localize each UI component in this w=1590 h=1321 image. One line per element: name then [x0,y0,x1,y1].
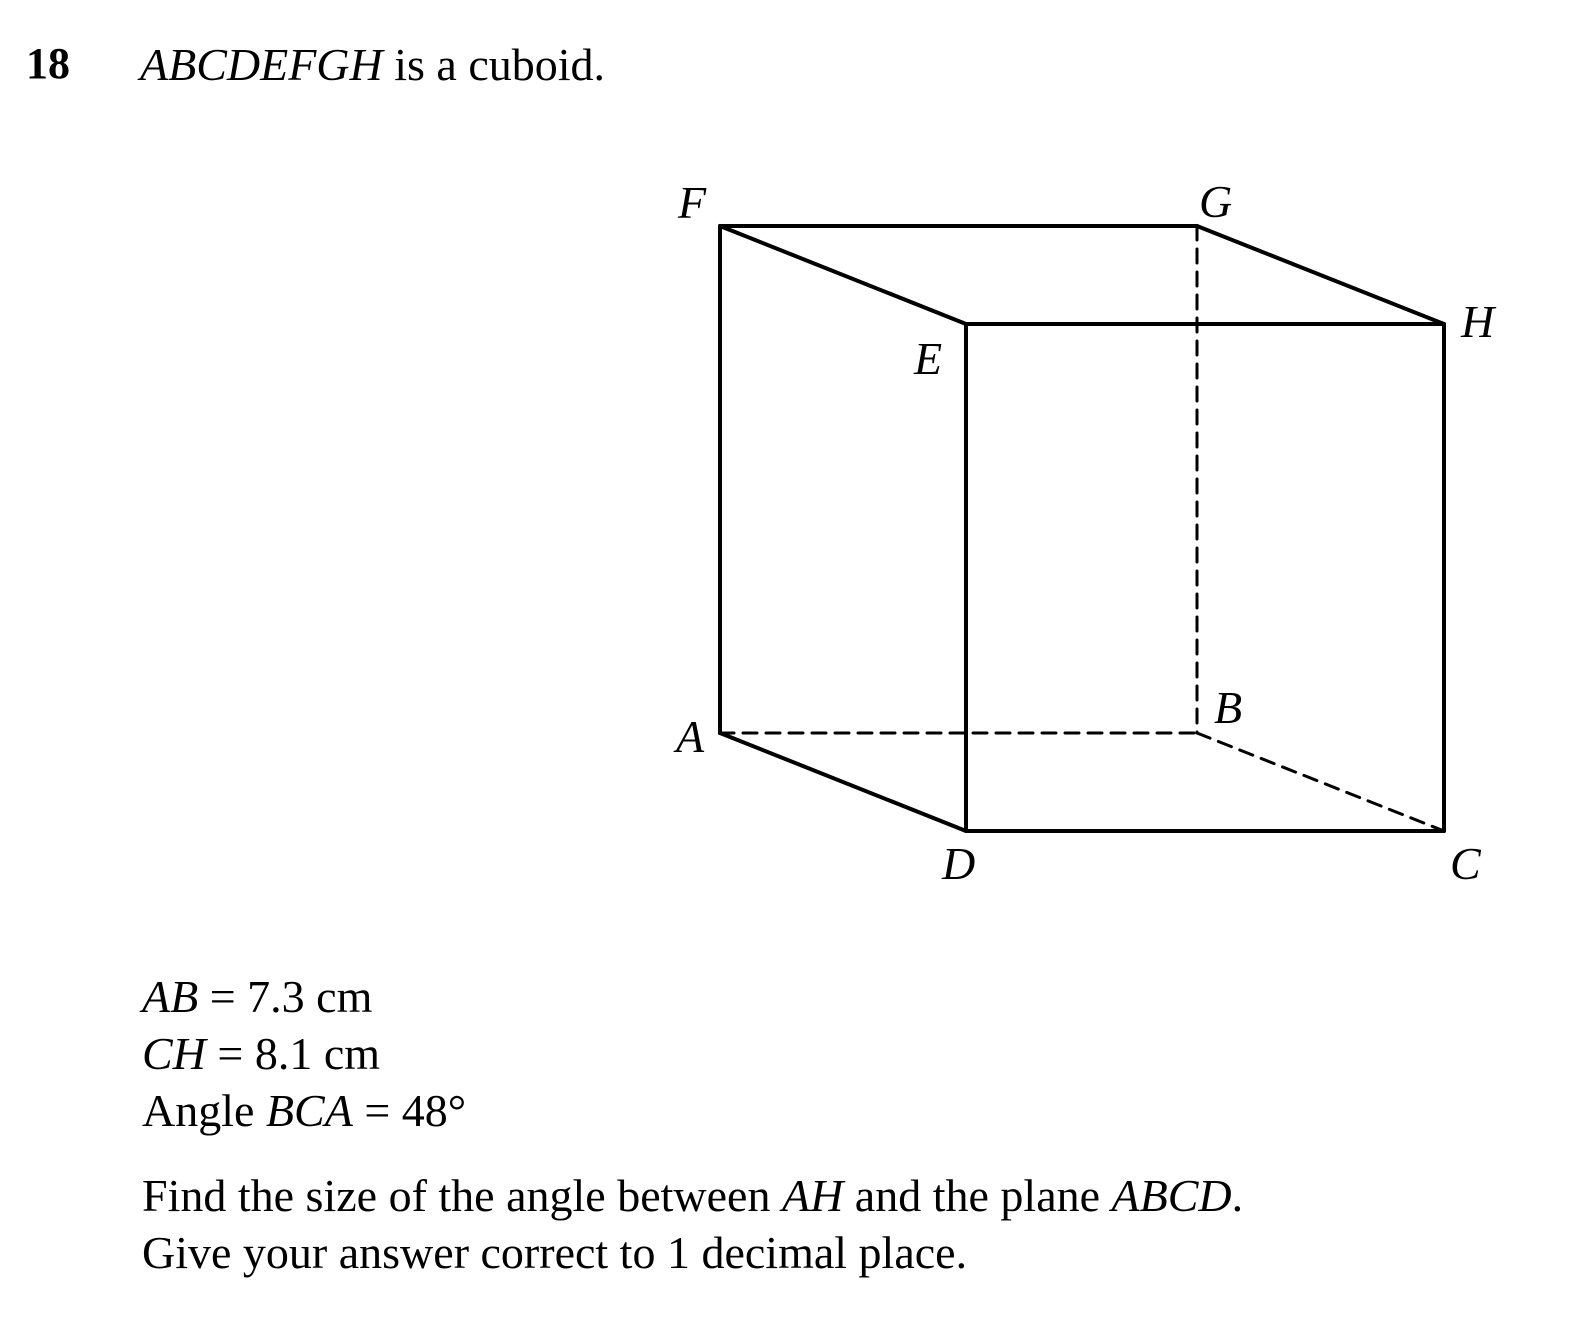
given-angle-value: = 48° [352,1085,467,1136]
vertex-label-h: H [1461,296,1495,347]
edge-ad [720,733,966,831]
question-task [142,1167,1243,1281]
given-angle-name: BCA [265,1085,353,1136]
vertex-label-b: B [1214,682,1243,733]
given-ab [142,968,466,1025]
cuboid-edges [720,226,1444,831]
given-ch-name: CH [142,1028,206,1079]
given-ab-value: = 7.3 cm [198,971,373,1022]
given-ch-value: = 8.1 cm [205,1028,381,1079]
given-ch [142,1025,466,1082]
task-line-1 [142,1167,1243,1224]
vertex-label-a: A [676,711,705,762]
vertex-label-f: F [678,177,707,228]
edge-gh [1197,226,1444,324]
given-ab-name: AB [142,971,199,1022]
edge-bc-hidden [1197,733,1444,831]
task-text-3: . [1231,1170,1244,1221]
task-text-2: and the plane [843,1170,1112,1221]
vertex-label-d: D [942,838,976,889]
question-number: 18 [26,39,70,88]
task-line-2: Give your answer correct to 1 decimal place. [142,1227,968,1278]
edge-fe [720,226,966,324]
task-plane-abcd: ABCD [1111,1170,1232,1221]
given-angle-prefix: Angle [142,1085,266,1136]
question-intro-text: is a cuboid. [382,39,606,90]
vertex-label-e: E [914,333,943,384]
given-angle [142,1082,466,1139]
given-values [142,968,466,1139]
cuboid-name: ABCDEFGH [140,39,383,90]
vertex-label-c: C [1450,838,1481,889]
vertex-label-g: G [1199,176,1233,227]
task-text-1: Find the size of the angle between [142,1170,782,1221]
task-line-ah: AH [781,1170,844,1221]
